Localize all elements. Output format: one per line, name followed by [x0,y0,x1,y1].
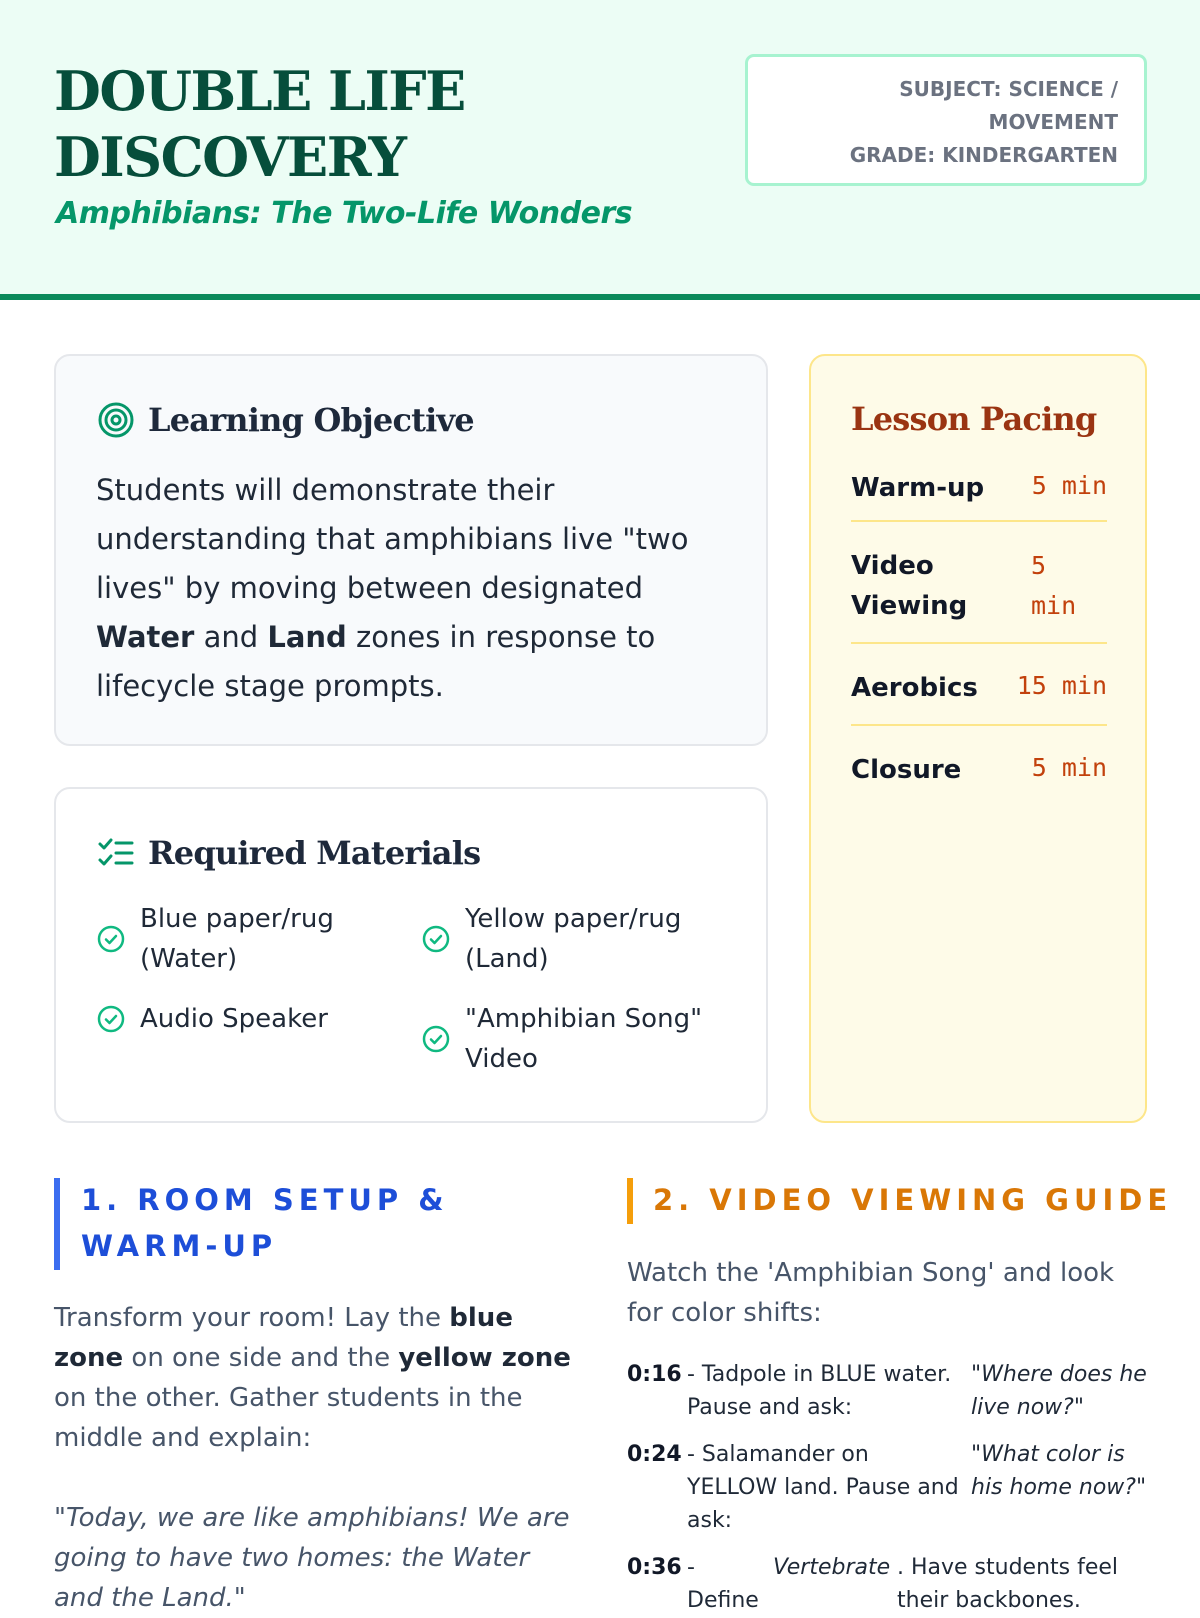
material-label: "Amphibian Song" Video [465,1004,703,1074]
pacing-label: Closure [851,755,962,785]
objective-text-part: Students will demonstrate their understanding that amphibians live "two lives" by moving between designated [96,473,689,605]
material-item [96,899,376,979]
pacing-row [851,644,1107,726]
meta-box [745,54,1147,186]
section1-text-part: on one side and the [123,1343,399,1373]
material-item [421,899,711,979]
pacing-time: 5 min [1031,753,1107,782]
pacing-time: 5 min [1031,471,1107,500]
material-item [96,999,376,1039]
video-guide-desc: - Tadpole in BLUE water. Pause and ask: [687,1362,952,1420]
video-guide-question: "What color is his home now?" [971,1442,1147,1500]
section1-text-part: Transform your room! Lay the [54,1303,450,1333]
objective-text-part: and [194,620,268,654]
page-header [0,0,1200,300]
timestamp: 0:36 [627,1555,682,1580]
check-circle-icon [96,924,126,954]
objective-bold-water: Water [96,620,195,654]
check-circle-icon [421,924,451,954]
video-guide-question: "Where does he live now?" [971,1362,1147,1420]
objective-heading: Learning Objective [148,401,474,439]
section2-title: 2. VIDEO VIEWING GUIDE [653,1183,1173,1217]
pacing-label: Warm-up [851,473,985,503]
pacing-time: 15 min [1016,671,1107,700]
pacing-time: 5 min [1031,551,1077,620]
timestamp: 0:16 [627,1362,682,1387]
learning-objective-card [54,354,768,746]
grade-label: GRADE: KINDERGARTEN [849,143,1118,167]
target-icon [96,400,136,440]
pacing-row [851,726,1107,808]
materials-header [96,833,480,873]
section1-accent-bar [54,1178,60,1270]
video-guide-rest: . Have students feel their backbones. [897,1555,1119,1613]
section1-bold-yellow-zone: yellow zone [398,1343,571,1373]
objective-text-part: zones in response to lifecycle stage prompts. [96,620,656,703]
material-label: Blue paper/rug (Water) [140,904,334,974]
material-label: Audio Speaker [140,1004,328,1034]
materials-heading: Required Materials [148,834,481,872]
video-guide-desc: - Salamander on YELLOW land. Pause and ask: [687,1442,959,1533]
pacing-heading: Lesson Pacing [851,400,1097,438]
section1-bold-blue-zone: blue zone [54,1303,513,1373]
video-guide-term: Vertebrate [773,1555,891,1580]
objective-header [96,400,474,440]
lesson-pacing-card [809,354,1147,1123]
section1-text [54,1298,574,1458]
video-guide-desc: - Define [687,1555,759,1613]
material-item [421,999,711,1079]
section1-title: 1. ROOM SETUP & WARM-UP [81,1183,449,1263]
section1-text-part: on the other. Gather students in the middle and explain: [54,1383,523,1453]
objective-bold-land: Land [267,620,347,654]
section2-accent-bar [627,1178,633,1224]
material-label: Yellow paper/rug (Land) [465,904,682,974]
pacing-label: Aerobics [851,673,978,703]
section2-intro: Watch the 'Amphibian Song' and look for color shifts: [627,1258,1115,1328]
required-materials-card [54,787,768,1123]
objective-text [96,466,736,711]
timestamp: 0:24 [627,1442,682,1467]
check-circle-icon [421,1024,451,1054]
page-title: DOUBLE LIFE DISCOVERY [54,59,465,189]
check-circle-icon [96,1004,126,1034]
pacing-row [851,466,1107,522]
section1-quote: "Today, we are like amphibians! We are going to have two homes: the Water and the Land." [54,1503,570,1613]
pacing-label: Video Viewing [851,551,968,621]
page-subtitle: Amphibians: The Two-Life Wonders [56,196,633,231]
pacing-row [851,522,1107,644]
subject-label: SUBJECT: SCIENCE / MOVEMENT [899,77,1118,134]
checklist-icon [96,833,136,873]
